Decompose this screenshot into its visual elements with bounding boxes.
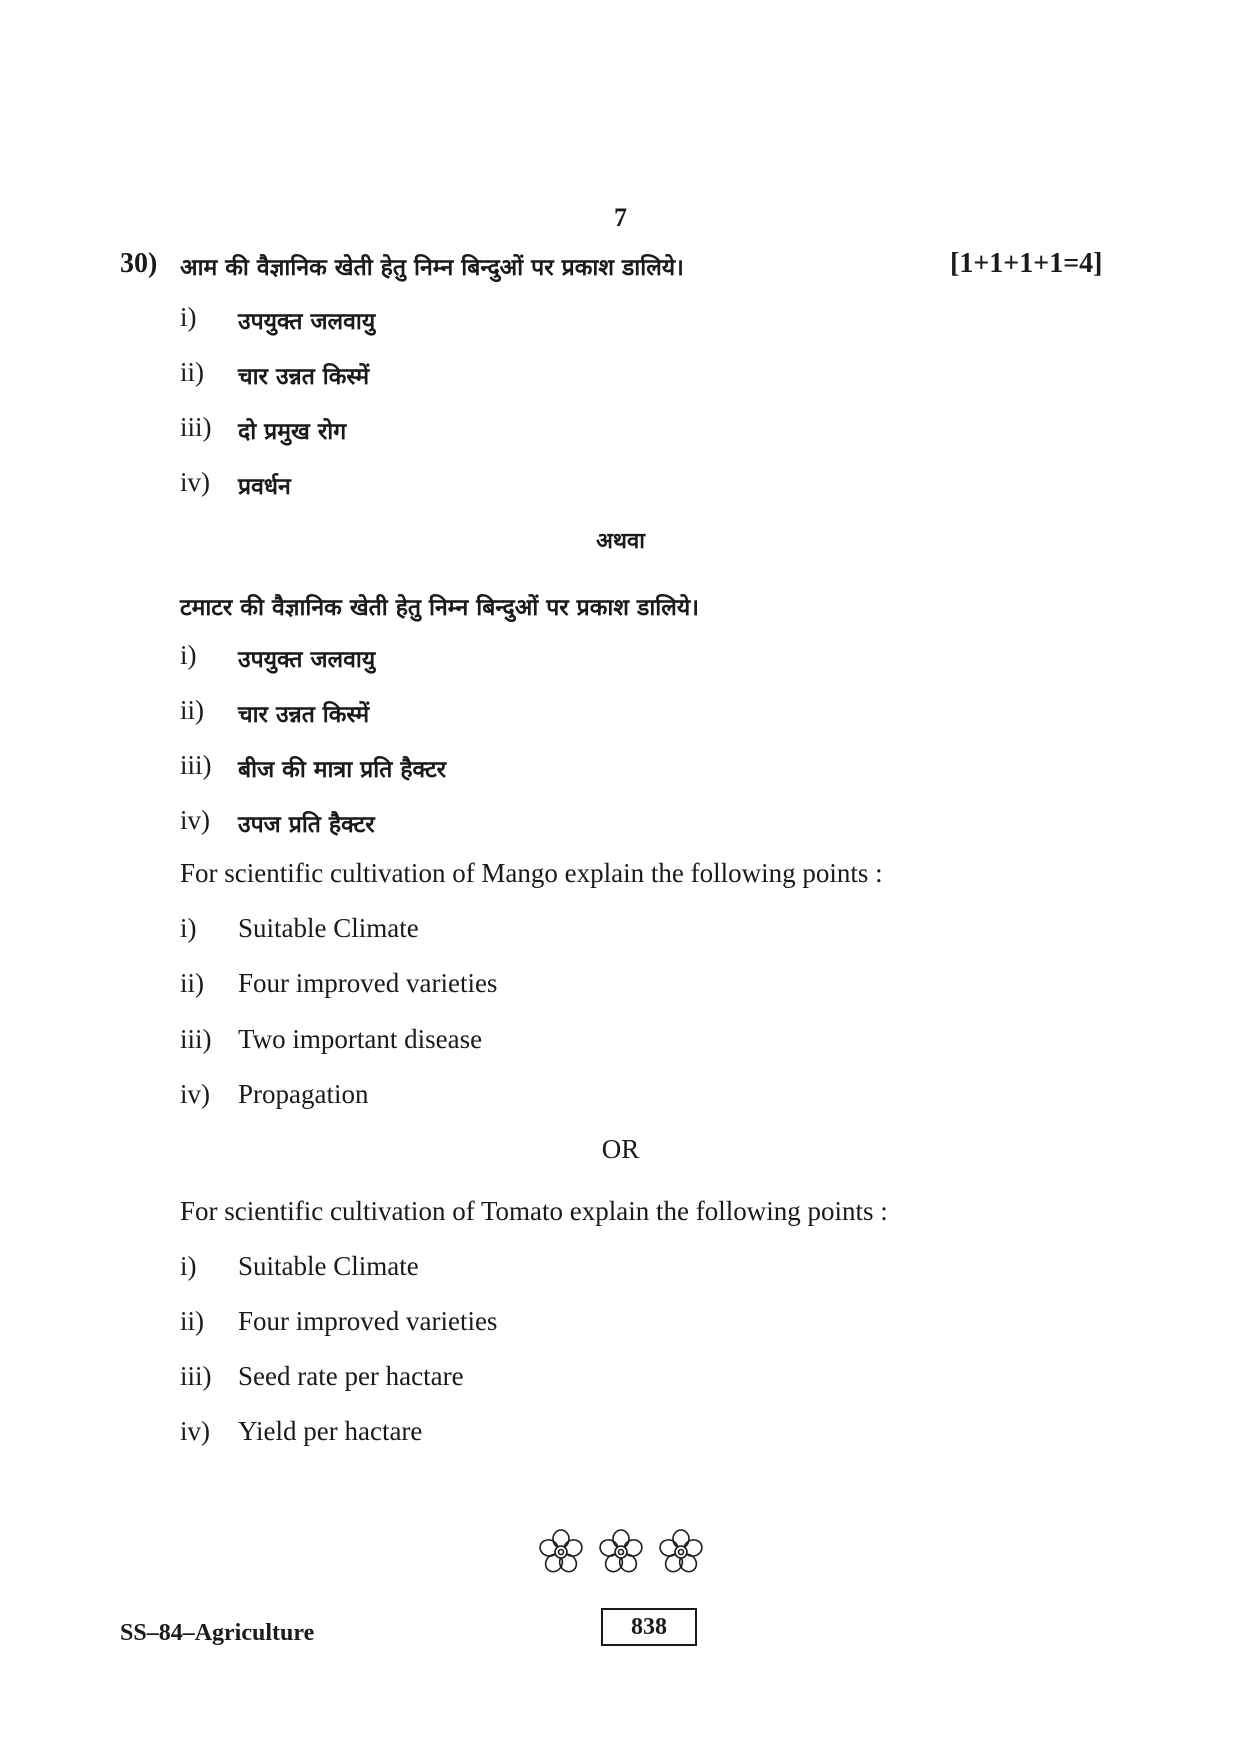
english-alt-item-text: Four improved varieties — [238, 1306, 498, 1336]
hindi-item-text: चार उन्नत किस्में — [238, 364, 370, 390]
english-item-number: ii) — [180, 968, 204, 998]
hindi-alt-question-text: टमाटर की वैज्ञानिक खेती हेतु निम्न बिन्दुओं पर प्रकाश डालिये। — [180, 595, 699, 621]
english-alt-item-text: Seed rate per hactare — [238, 1361, 464, 1391]
english-or-separator: OR — [601, 1134, 640, 1164]
hindi-alt-item-number: i) — [180, 640, 197, 670]
hindi-alt-item-number: iv) — [180, 805, 210, 835]
end-ornament — [0, 1528, 1241, 1576]
hindi-item-text: प्रवर्धन — [238, 474, 291, 500]
english-alt-item-number: iii) — [180, 1361, 212, 1391]
flower-icon — [537, 1528, 585, 1576]
hindi-item-number: ii) — [180, 357, 204, 387]
english-item-number: i) — [180, 913, 197, 943]
paper-code: SS–84–Agriculture — [120, 1620, 315, 1646]
hindi-alt-item-text: चार उन्नत किस्में — [238, 702, 370, 728]
hindi-item-number: i) — [180, 302, 197, 332]
question-hindi-text: आम की वैज्ञानिक खेती हेतु निम्न बिन्दुओं पर प्रकाश डालिये। — [180, 255, 684, 281]
english-alt-item-text: Yield per hactare — [238, 1416, 423, 1446]
hindi-alt-item-number: ii) — [180, 695, 204, 725]
english-item-number: iv) — [180, 1079, 210, 1109]
question-number: 30) — [120, 248, 158, 279]
english-alt-item-number: ii) — [180, 1306, 204, 1336]
hindi-alt-item-text: उपयुक्त जलवायु — [238, 647, 376, 673]
hindi-item-text: उपयुक्त जलवायु — [238, 309, 376, 335]
english-item-text: Suitable Climate — [238, 913, 419, 943]
english-alt-item-number: i) — [180, 1251, 197, 1281]
english-alt-item-text: Suitable Climate — [238, 1251, 419, 1281]
hindi-alt-item-text: उपज प्रति हैक्टर — [238, 812, 375, 838]
english-item-text: Propagation — [238, 1079, 369, 1109]
english-item-text: Two important disease — [238, 1024, 483, 1054]
flower-icon — [597, 1528, 645, 1576]
hindi-item-text: दो प्रमुख रोग — [238, 419, 347, 445]
hindi-item-number: iii) — [180, 412, 212, 442]
hindi-alt-item-number: iii) — [180, 750, 212, 780]
question-marks: [1+1+1+1=4] — [950, 248, 1103, 279]
english-item-text: Four improved varieties — [238, 968, 498, 998]
flower-icon — [657, 1528, 705, 1576]
english-question-text: For scientific cultivation of Mango explain the following points : — [180, 858, 883, 888]
paper-number-box: 838 — [601, 1608, 697, 1646]
hindi-alt-item-text: बीज की मात्रा प्रति हैक्टर — [238, 757, 447, 783]
page-number: 7 — [614, 203, 627, 232]
hindi-or-separator: अथवा — [596, 529, 645, 554]
english-item-number: iii) — [180, 1024, 212, 1054]
hindi-item-number: iv) — [180, 467, 210, 497]
english-alt-question-text: For scientific cultivation of Tomato explain the following points : — [180, 1196, 888, 1226]
english-alt-item-number: iv) — [180, 1416, 210, 1446]
